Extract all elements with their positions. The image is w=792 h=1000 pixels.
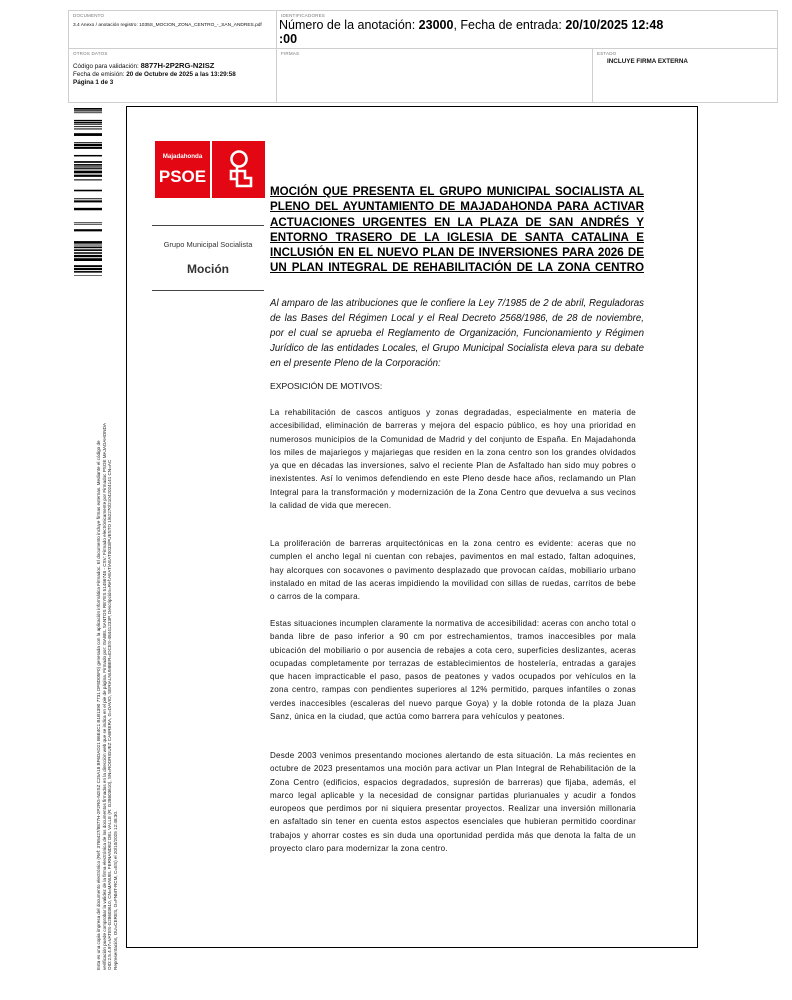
estado-label: ESTADO — [597, 51, 617, 56]
estado-cell — [593, 49, 777, 102]
otros-datos-cell — [69, 49, 277, 102]
barcode-bar — [74, 122, 102, 124]
barcode-bar — [74, 147, 102, 149]
barcode-bar — [74, 255, 102, 257]
barcode-bar — [74, 229, 102, 231]
barcode-bar — [74, 265, 102, 267]
identificadores-cell — [277, 11, 777, 49]
side-text-line-2: verificación puede comprobar la validez de la firma electrónica de los documentos firmados en la dirección web que se indica en el pie de página. Firmado por: ISABEL SANTOS REYES 51456748 - CSV: Firmado electrónicamente por Firmadoc PSOE MAJADAHONDA — [101, 422, 107, 970]
barcode-bar — [74, 271, 102, 273]
barcode-bar — [74, 164, 102, 166]
title-line: UN PLAN INTEGRAL DE REHABILITACIÓN DE LA ZONA CENTRO — [270, 261, 644, 275]
barcode-bar — [74, 252, 102, 254]
fecha-prefix: , Fecha de entrada: — [453, 18, 566, 32]
barcode-bar — [74, 133, 102, 136]
barcode-bar — [74, 168, 102, 169]
fecha-emision — [73, 71, 236, 78]
barcode-bar — [74, 200, 102, 202]
barcode-bar — [74, 144, 102, 147]
identificadores-label: IDENTIFICADORES — [281, 13, 326, 18]
logo-city-text: Majadahonda — [162, 153, 203, 160]
emision-value: 20 de Octubre de 2025 a las 13:29:58 — [126, 71, 236, 78]
body-paragraph: Estas situaciones incumplen claramente la normativa de accesibilidad: aceras con ancho total o banda libre de paso inferior a 90 cm por estrechamientos, tramos inaccesibles por mala ubicación del mobiliario o por ausencia de rebajes a cota cero, superficies deslizantes, aceras ocupadas completamente por terrazas de establecimientos de hostelería, entradas a garajes que hacen impracticable el paso, pasos de peatones y vados ocupados por vehículos en la zona centro, rampas con pendientes superiores al 12% permitido, parques infantiles o zonas verdes inaccesibles (escaleras del nuevo parque Goya) y la doble rotonda de la plaza Juan Sanz, única en la ciudad, que actúa como barrera para vehículos y peatones. — [270, 619, 636, 722]
title-line: INCLUSIÓN EN EL NUEVO PLAN DE INVERSIONES PARA 2026 DE — [270, 246, 644, 260]
barcode-bar — [74, 241, 102, 244]
documento-label: DOCUMENTO — [73, 13, 105, 18]
barcode-bar — [74, 268, 102, 270]
barcode-bar — [74, 126, 102, 127]
intro-paragraph: Al amparo de las atribuciones que le confiere la Ley 7/1985 de 2 de abril, Reguladoras de las Bases del Régimen Local y el Real Decreto 2568/1986, de 28 de noviembre, por el cual se aprueba el Reglamento de Organización, Funcionamiento y Régimen Jurídico de las entidades Locales, el Grupo Municipal Socialista eleva para su debate en el presente Pleno de la Corporación: — [270, 298, 644, 369]
left-column-rule-bottom — [152, 290, 264, 291]
title-line: MOCIÓN QUE PRESENTA EL GRUPO MUNICIPAL SOCIALISTA AL — [270, 185, 644, 198]
codigo-prefix: Código para validación: — [73, 63, 141, 70]
left-column-rule-top — [152, 225, 264, 226]
side-text-line-3: OID:2.5.4.97=VATES-G28603610, CN=MANUEL FERNANDEZ DEL VALLE (R: G28603610), SN=RODRIGUEZ CABRERA, G=DAVID, SERIALNUMBER=IDCES-48441233P, Descripción=Ref:AEAT/AEAT0033/PUESTO 1/62270/21042024141 CN=AC — [107, 459, 113, 970]
barcode-bar — [74, 155, 102, 157]
anotacion-prefix: Número de la anotación: — [279, 18, 419, 32]
anotacion-text — [279, 18, 663, 46]
anotacion-number: 23000 — [418, 18, 454, 32]
barcode-bar — [74, 222, 102, 223]
barcode-bar — [74, 224, 102, 225]
barcode-bar — [74, 112, 102, 113]
documento-cell — [69, 11, 277, 49]
psoe-majadahonda-logo — [155, 141, 265, 198]
title-line: ACTUACIONES URGENTES EN LA PLAZA DE SAN ANDRÉS Y — [270, 215, 644, 229]
otros-datos-label: OTROS DATOS — [73, 51, 108, 56]
codigo-validacion — [73, 62, 214, 70]
logo-right-block — [212, 141, 265, 198]
barcode-bar — [74, 142, 102, 143]
barcode-bar — [74, 258, 102, 261]
codigo-value: 8877H-2P2RG-N2ISZ — [140, 61, 215, 70]
barcode-bar — [74, 247, 102, 249]
motion-title — [270, 184, 644, 276]
firmas-cell — [277, 49, 593, 102]
side-text-line-4: Representación, OU=CERES, O=FNMT-RCM, C=ES) el 20/10/2025 12:48:30. — [112, 810, 118, 970]
fecha-value: 20/10/2025 12:48 — [565, 18, 664, 32]
barcode-bar — [74, 245, 102, 246]
emision-prefix: Fecha de emisión: — [73, 71, 127, 78]
barcode-bar — [74, 190, 102, 192]
barcode-bar — [74, 249, 102, 251]
body-paragraph: La proliferación de barreras arquitectónicas en la zona centro es evidente: aceras que no cumplen el ancho legal ni cuentan con rebajes, pavimentos en mal estado, faltan adoquines, hay alcorques con socavones o pavimento desplazado que provocan caídas, mobiliario urbano instalado en mitad de las aceras impidiendo la movilidad con sillas de ruedas, carritos de bebe o carros de la compara. — [270, 539, 636, 602]
barcode-bar — [74, 179, 102, 180]
estado-value: INCLUYE FIRMA EXTERNA — [607, 58, 688, 65]
title-line: PLENO DEL AYUNTAMIENTO DE MAJADAHONDA PARA ACTIVAR — [270, 200, 644, 214]
pagina-indicator: Página 1 de 3 — [73, 79, 114, 86]
barcode-bar — [74, 198, 102, 199]
logo-party-text: PSOE — [158, 167, 207, 186]
barcode-bar — [74, 175, 102, 177]
barcode-bar — [74, 161, 102, 163]
barcode-bar — [74, 166, 102, 167]
title-line: ENTORNO TRASERO DE LA IGLESIA DE SANTA CATALINA E — [270, 230, 644, 244]
barcode-bar — [74, 108, 102, 110]
barcode-bar — [74, 120, 102, 121]
firmas-label: FIRMAS — [281, 51, 300, 56]
barcode-bar — [74, 128, 102, 129]
grupo-municipal-label: Grupo Municipal Socialista — [163, 240, 253, 249]
body-paragraph: La rehabilitación de cascos antiguos y zonas degradadas, especialmente en materia de accesibilidad, eliminación de barreras y mejora del espacio público, es hoy una prioridad en numerosos municipios de la Comunidad de Madrid y del conjunto de España. En Majadahonda los miles de majariegos y majariegas que residen en la zona centro son los grandes olvidados ya que en décadas las inversiones, salvo el reciente Plan de Asfaltado han sido muy pobres o inexistentes. Así lo venimos defendiendo en este Pleno desde hace años, reclamando un Plan Integral para la transformación y modernización de la Zona Centro que devuelva a sus vecinos la calidad de vida que merecen. — [270, 408, 636, 511]
side-text-line-1: Esta es una copia impresa del documento electrónico (Ref: 3765427/8877H-2P2RG-N2ISZ C25A18 BF6DAD21 B6E4C1 B1B1390 7731 DF8D05F0) generada con la aplicación informática Firmadoc. El documento incluye firmas externas. Mediante el código de — [96, 440, 101, 970]
document-type-label: Moción — [187, 262, 229, 276]
barcode-bar — [74, 124, 102, 125]
section-heading: EXPOSICIÓN DE MOTIVOS: — [270, 381, 383, 391]
fecha-cont: :00 — [279, 32, 298, 46]
barcode-bar — [74, 110, 102, 111]
registry-header-table — [68, 10, 778, 103]
barcode-icon — [74, 108, 102, 276]
barcode-bar — [74, 275, 102, 276]
documento-value: 3.4 Anexo / anotación registro: 1035S_MOCION_ZONA_CENTRO_-_SAN_ANDRES.pdf — [73, 23, 262, 28]
barcode-bar — [74, 208, 102, 210]
barcode-bar — [74, 171, 102, 174]
body-paragraph: Desde 2003 venimos presentando mociones alertando de esta situación. La más recientes en octubre de 2023 presentamos una moción para activar un Plan Integral de Rehabilitación de la Zona Centro (edificios, espacios degradados, supresión de barreras) que fijaba, además, el marco legal aplicable y la necesidad de consignar partidas plurianuales y acudir a fondos europeos que perdimos por ni siquiera presentar proyectos. Realizar una inversión millonaria en asfaltado sin tener en cuenta estos aspectos esenciales que hubieran permitido coordinar trabajos y ahorrar costes es sin duda una oportunidad perdida más que denota la falta de un proyecto claro para modernizar la zona centro. — [270, 751, 636, 854]
